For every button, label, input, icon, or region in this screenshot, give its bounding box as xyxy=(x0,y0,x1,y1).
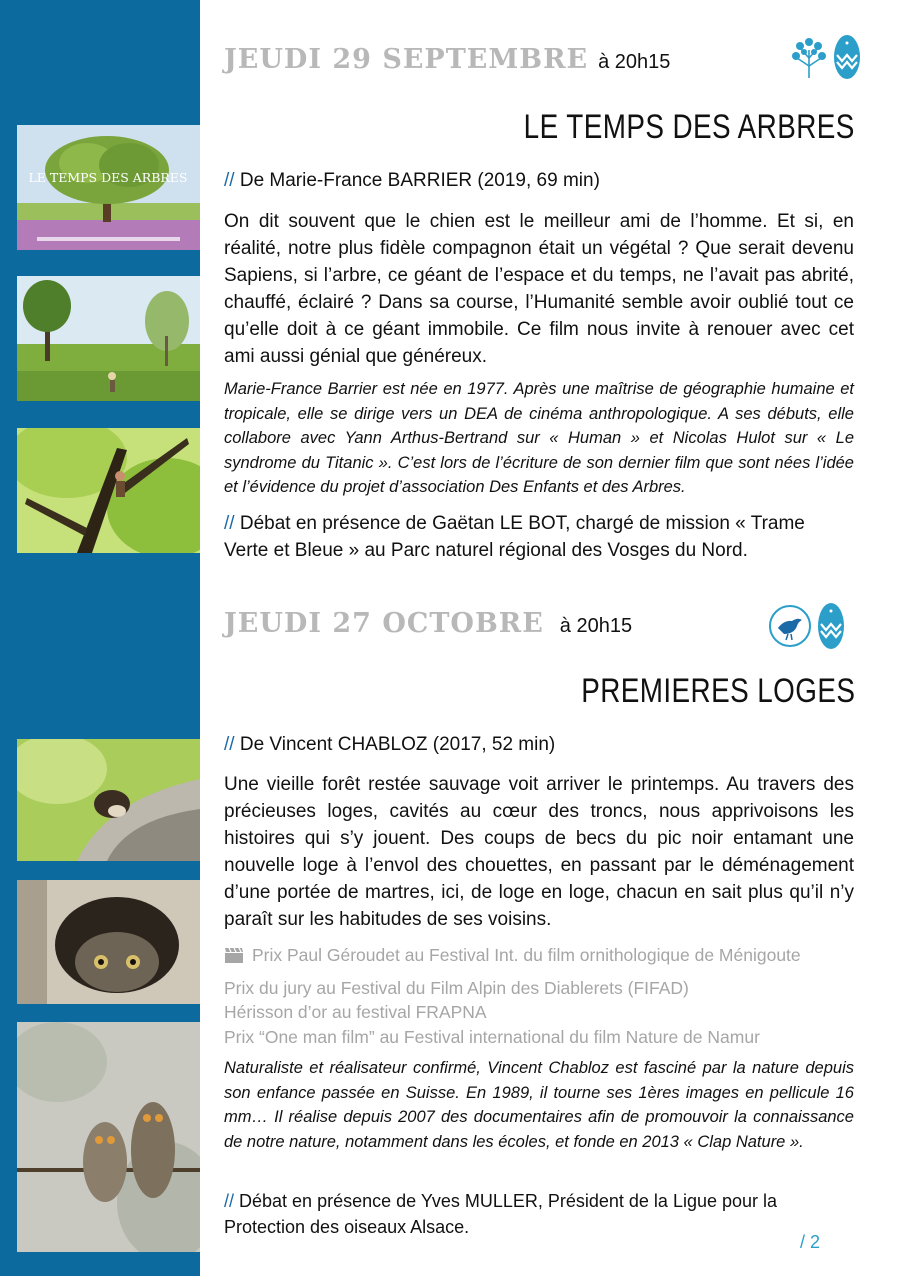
event2-debate-text: Débat en présence de Yves MULLER, Président de la Ligue pour la Protection des oiseaux Alsace. xyxy=(224,1191,778,1237)
event1-date xyxy=(224,44,670,75)
film-poster-image xyxy=(17,125,200,250)
event2-bio: Naturaliste et réalisateur confirmé, Vincent Chabloz est fasciné par la nature depuis son enfance passée en Suisse. En 1989, il tourne ses 1ères images en pellicule 16 mm… Il réalise depuis 2007 des documentaires afin de promouvoir la connaissance de notre nature, notamment dans les écoles, et fonde en 2013 « Clap Nature ». xyxy=(224,1059,854,1151)
event2-synopsis: Une vieille forêt restée sauvage voit arriver le printemps. Au travers des précieuses loges, cavités au cœur des troncs, nous apprivoisons les histoires qui s’y jouent. Des coups de becs du pic noir entamant une nouvelle loge à l’envol des chouettes, en passant par le déménagement d’une portée de martres, ici, de loge en loge, chacun en sait plus qu’il n’y paraît sur les habitudes de ses voisins. xyxy=(224,774,854,930)
event1-date-text: JEUDI 29 SEPTEMBRE xyxy=(224,44,589,75)
event1-bio: Marie-France Barrier est née en 1977. Après une maîtrise de géographie humaine et tropicale, elle se dirige vers un DEA de cinéma anthropologique. A ses débuts, elle collabore avec Yann Arthus-Bertrand sur « Human » et Nicolas Hulot sur « Le syndrome du Titanic ». C’est lors de l’écriture de son dernier film que sont nées l’idée et l’évidence du projet d’association Des Enfants et des Arbres. xyxy=(224,380,854,496)
event2-awards xyxy=(224,943,854,1049)
owls-on-branch-photo xyxy=(17,1022,200,1252)
event2-debate-slash: // xyxy=(224,1191,235,1211)
tree-icon xyxy=(792,36,826,85)
award-item: Prix “One man film” au Festival international du film Nature de Namur xyxy=(224,1026,760,1047)
event2-debate xyxy=(224,1188,854,1240)
event2-credit xyxy=(224,732,854,758)
event1-title: LE TEMPS DES ARBRES xyxy=(523,108,855,146)
page-number: / 2 xyxy=(799,1232,820,1252)
event1-time: à 20h15 xyxy=(598,51,671,73)
event2-date-text: JEUDI 27 OCTOBRE xyxy=(224,608,544,639)
event2-title: PREMIERES LOGES xyxy=(580,672,855,710)
owl-in-hole-photo xyxy=(17,880,200,1004)
meadow-trees-photo xyxy=(17,276,200,401)
event2-credit-text: De Vincent CHABLOZ (2017, 52 min) xyxy=(234,734,556,755)
tree-climber-photo xyxy=(17,428,200,553)
event2-date xyxy=(224,608,632,639)
poster-title: LE TEMPS DES ARBRES xyxy=(28,170,188,185)
event1-credit xyxy=(224,168,854,194)
award-item: Prix du jury au Festival du Film Alpin des Diablerets (FIFAD) xyxy=(224,977,689,998)
event2-credit-slash: // xyxy=(224,734,235,755)
event1-debate xyxy=(224,510,854,564)
event1-debate-text: Débat en présence de Gaëtan LE BOT, chargé de mission « Trame Verte et Bleue » au Parc naturel régional des Vosges du Nord. xyxy=(224,513,805,561)
waves-icon xyxy=(834,35,860,84)
award-item: Hérisson d’or au festival FRAPNA xyxy=(224,1002,487,1022)
award-item: Prix Paul Géroudet au Festival Int. du film ornithologique de Ménigoute xyxy=(224,943,854,970)
event1-synopsis: On dit souvent que le chien est le meilleur ami de l’homme. Et si, en réalité, notre plus fidèle compagnon était un végétal ? Que serait devenu Sapiens, si l’arbre, ce géant de l’espace et du temps, ne l’avait pas abrité, chauffé, éclairé ? Dans sa course, l’Humanité semble avoir oublié tout ce qu’elle doit à ce géant immobile. Ce film nous invite à renouer avec cet ami aussi génial que généreux. xyxy=(224,211,854,367)
clapper-icon xyxy=(224,945,244,970)
event1-credit-slash: // xyxy=(224,170,235,191)
event2-time: à 20h15 xyxy=(559,615,633,637)
bird-icon xyxy=(768,604,812,653)
waves-icon xyxy=(818,603,844,654)
event1-credit-text: De Marie-France BARRIER (2019, 69 min) xyxy=(234,170,600,191)
event1-debate-slash: // xyxy=(224,513,235,534)
marten-photo xyxy=(17,739,200,861)
